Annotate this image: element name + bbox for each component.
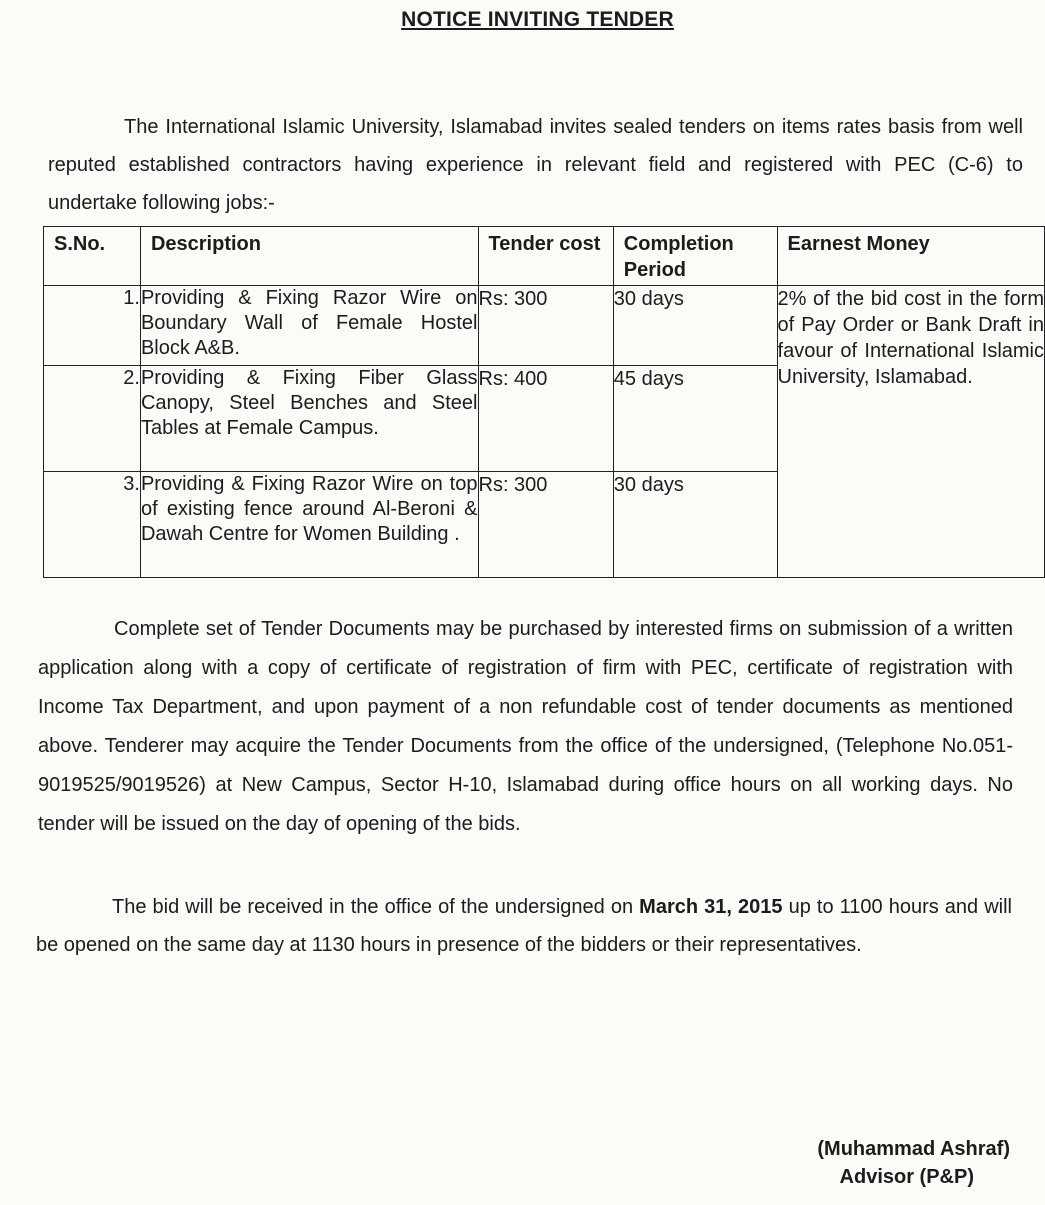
header-description: Description	[140, 227, 478, 286]
signatory-designation: Advisor (P&P)	[839, 1166, 974, 1188]
notice-title: NOTICE INVITING TENDER	[401, 8, 674, 31]
row-period: 30 days	[613, 472, 777, 578]
row-description: Providing & Fixing Razor Wire on top of existing fence around Al-Beroni & Dawah Centre for Women Building .	[140, 472, 478, 578]
bid-text-after: up to 1100 hours and will be opened on the same day at 1130 hours in presence of the bidders or their representatives.	[36, 896, 1013, 956]
row-description: Providing & Fixing Razor Wire on Boundary Wall of Female Hostel Block A&B.	[140, 286, 478, 366]
documents-paragraph: Complete set of Tender Documents may be purchased by interested firms on submission of a written application along with a copy of certificate of registration of firm with PEC, certificate of registration with Income Tax Department, and upon payment of a non refundable cost of tender documents as mentioned above. Tenderer may acquire the Tender Documents from the office of the undersigned, (Telephone No.051-9019525/9019526) at New Campus, Sector H-10, Islamabad during office hours on all working days. No tender will be issued on the day of opening of the bids.	[38, 618, 1013, 835]
signature-block	[760, 1135, 1010, 1191]
bid-paragraph	[36, 888, 1012, 964]
row-sno: 3.	[44, 472, 141, 578]
row-period: 30 days	[613, 286, 777, 366]
header-tender-cost: Tender cost	[478, 227, 613, 286]
signatory-name: (Muhammad Ashraf)	[817, 1138, 1010, 1160]
intro-paragraph: The International Islamic University, Islamabad invites sealed tenders on items rates basis from well reputed established contractors having experience in relevant field and registered with PEC (C-6) to undertake following jobs:-	[48, 116, 1023, 214]
header-completion-period: Completion Period	[613, 227, 777, 286]
row-cost: Rs: 300	[478, 472, 613, 578]
bid-date: March 31, 2015	[639, 896, 783, 918]
bid-text-before: The bid will be received in the office of the undersigned on	[112, 896, 640, 918]
row-cost: Rs: 300	[478, 286, 613, 366]
row-sno: 2.	[44, 366, 141, 472]
header-sno: S.No.	[44, 227, 141, 286]
table-header-row	[44, 227, 1045, 286]
earnest-money-cell: 2% of the bid cost in the form of Pay Order or Bank Draft in favour of International Islamic University, Islamabad.	[777, 286, 1044, 578]
header-earnest-money: Earnest Money	[777, 227, 1044, 286]
tender-table	[43, 226, 1045, 578]
row-cost: Rs: 400	[478, 366, 613, 472]
table-row	[44, 286, 1045, 366]
row-sno: 1.	[44, 286, 141, 366]
row-period: 45 days	[613, 366, 777, 472]
row-description: Providing & Fixing Fiber Glass Canopy, Steel Benches and Steel Tables at Female Campus.	[140, 366, 478, 472]
